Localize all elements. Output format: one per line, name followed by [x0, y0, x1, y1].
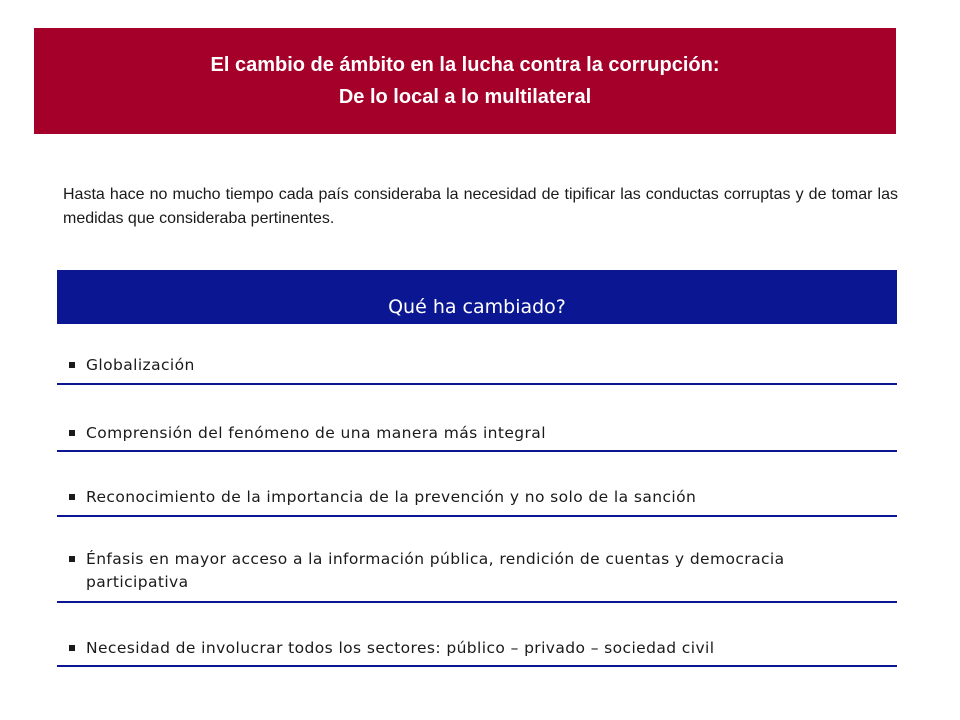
- list-item-enfasis: [57, 540, 897, 603]
- list-item-label: Necesidad de involucrar todos los sectores: público – privado – sociedad civil: [86, 639, 715, 657]
- question-banner: [57, 270, 897, 324]
- bullet-icon: [69, 645, 75, 651]
- question-label: Qué ha cambiado?: [388, 296, 566, 318]
- bullet-icon: [69, 362, 75, 368]
- bullet-icon: [69, 494, 75, 500]
- list-item-globalizacion: [57, 342, 897, 385]
- title-banner: [34, 28, 896, 134]
- list-item-reconocimiento: [57, 475, 897, 517]
- list-item-label: Énfasis en mayor acceso a la información pública, rendición de cuentas y democracia participativa: [86, 550, 785, 591]
- title-line-2: De lo local a lo multilateral: [338, 86, 592, 108]
- list-item-label: Comprensión del fenómeno de una manera más integral: [86, 424, 546, 442]
- list-item-label: Globalización: [86, 356, 195, 374]
- list-item-necesidad: [57, 625, 897, 667]
- title-line-1: El cambio de ámbito en la lucha contra la corrupción:: [210, 54, 720, 76]
- intro-paragraph: Hasta hace no mucho tiempo cada país consideraba la necesidad de tipificar las conductas corruptas y de tomar las medidas que consideraba pertinentes.: [63, 186, 898, 227]
- bullet-icon: [69, 430, 75, 436]
- list-item-comprension: [57, 410, 897, 452]
- bullet-icon: [69, 556, 75, 562]
- list-item-label: Reconocimiento de la importancia de la prevención y no solo de la sanción: [86, 488, 697, 506]
